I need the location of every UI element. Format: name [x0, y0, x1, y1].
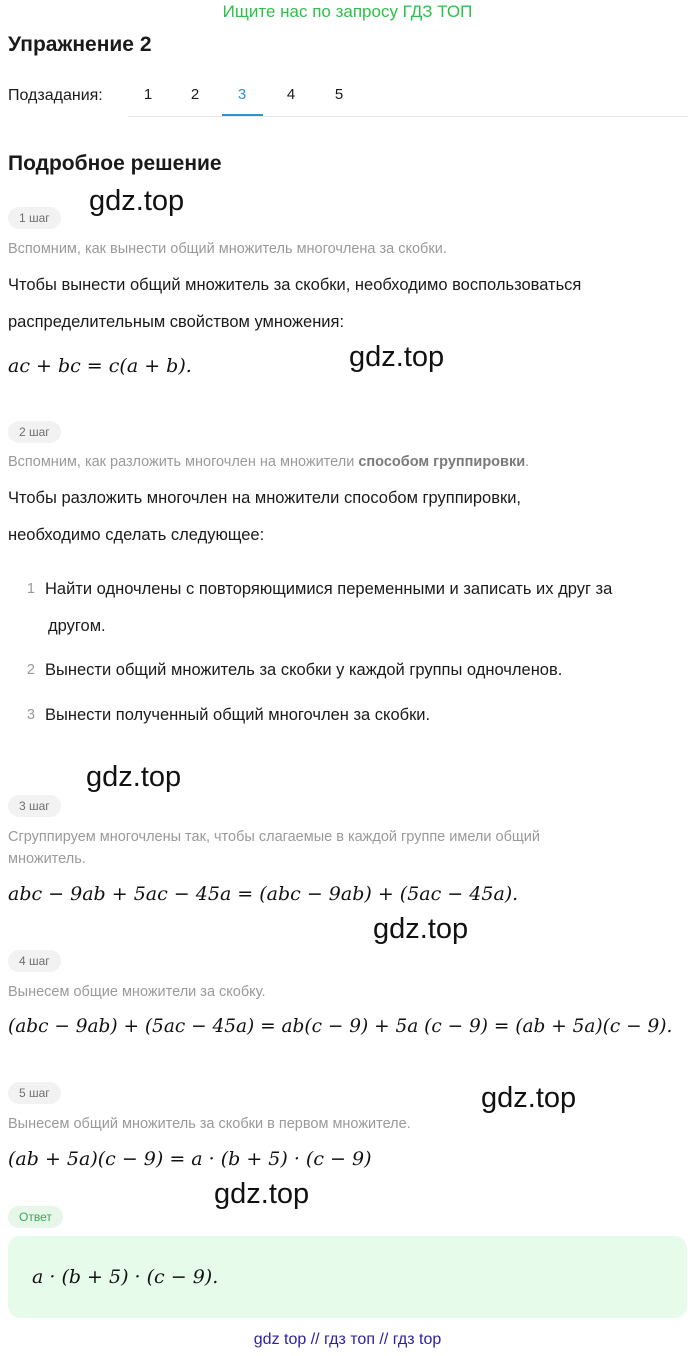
step-hint: Вынесем общий множитель за скобки в первом множителе. — [8, 1116, 411, 1132]
subtask-tab-3[interactable]: 3 — [237, 86, 247, 103]
watermark: gdz.top — [349, 341, 445, 373]
subtasks-label: Подзадания: — [8, 87, 103, 104]
subtasks-tabs — [128, 76, 688, 117]
step-text: распределительным свойством умножения: — [8, 313, 345, 331]
footer-links[interactable]: gdz top // гдз топ // гдз top — [253, 1331, 442, 1348]
list-item: Вынести полученный общий многочлен за скобки. — [45, 706, 431, 724]
subtask-tab-5[interactable]: 5 — [334, 86, 344, 103]
list-number: 2 — [26, 662, 35, 678]
list-item: Вынести общий множитель за скобки у каждой группы одночленов. — [45, 661, 563, 679]
watermark: gdz.top — [214, 1178, 310, 1210]
step-hint: Сгруппируем многочлены так, чтобы слагаемые в каждой группе имели общий — [8, 829, 540, 845]
list-item: Найти одночлены с повторяющимися переменными и записать их друг за — [45, 580, 613, 598]
watermark: gdz.top — [86, 761, 182, 793]
step-text: Чтобы разложить многочлен на множители способом группировки, — [8, 489, 521, 507]
step-text: необходимо сделать следующее: — [8, 526, 265, 544]
subtask-tab-2[interactable]: 2 — [190, 86, 200, 103]
step-badge: 2 шаг — [8, 421, 61, 443]
subtask-tab-4[interactable]: 4 — [286, 86, 296, 103]
step-badge: 3 шаг — [8, 795, 61, 817]
answer-formula: a · (b + 5) · (c − 9). — [32, 1266, 219, 1288]
answer-badge: Ответ — [8, 1206, 63, 1228]
list-number: 1 — [26, 581, 35, 597]
step-formula: (abc − 9ab) + (5ac − 45a) = ab(c − 9) + 5a (c − 9) = (ab + 5a)(c − 9). — [8, 1016, 673, 1037]
watermark: gdz.top — [373, 913, 469, 945]
watermark: gdz.top — [89, 185, 185, 217]
list-number: 3 — [26, 707, 35, 723]
active-tab-indicator — [222, 114, 263, 116]
step-badge: 5 шаг — [8, 1082, 61, 1104]
step-hint: Вынесем общие множители за скобку. — [8, 984, 266, 1000]
step-hint: Вспомним, как вынести общий множитель многочлена за скобки. — [8, 241, 447, 257]
subtask-tab-1[interactable]: 1 — [143, 86, 153, 103]
step-formula: abc − 9ab + 5ac − 45a = (abc − 9ab) + (5ac − 45a). — [8, 883, 519, 905]
section-title: Подробное решение — [8, 152, 222, 175]
step-hint: множитель. — [8, 851, 86, 867]
step-formula: ac + bc = c(a + b). — [8, 355, 192, 377]
page-title: Упражнение 2 — [8, 33, 152, 56]
watermark: gdz.top — [481, 1082, 577, 1114]
step-formula: (ab + 5a)(c − 9) = a · (b + 5) · (c − 9) — [8, 1148, 372, 1170]
step-badge: 1 шаг — [8, 207, 61, 229]
list-item: другом. — [48, 617, 106, 635]
step-badge: 4 шаг — [8, 950, 61, 972]
step-text: Чтобы вынести общий множитель за скобки, необходимо воспользоваться — [8, 276, 582, 294]
step-hint: Вспомним, как разложить многочлен на множители способом группировки. — [8, 454, 530, 470]
top-banner: Ищите нас по запросу ГДЗ ТОП — [222, 2, 473, 21]
